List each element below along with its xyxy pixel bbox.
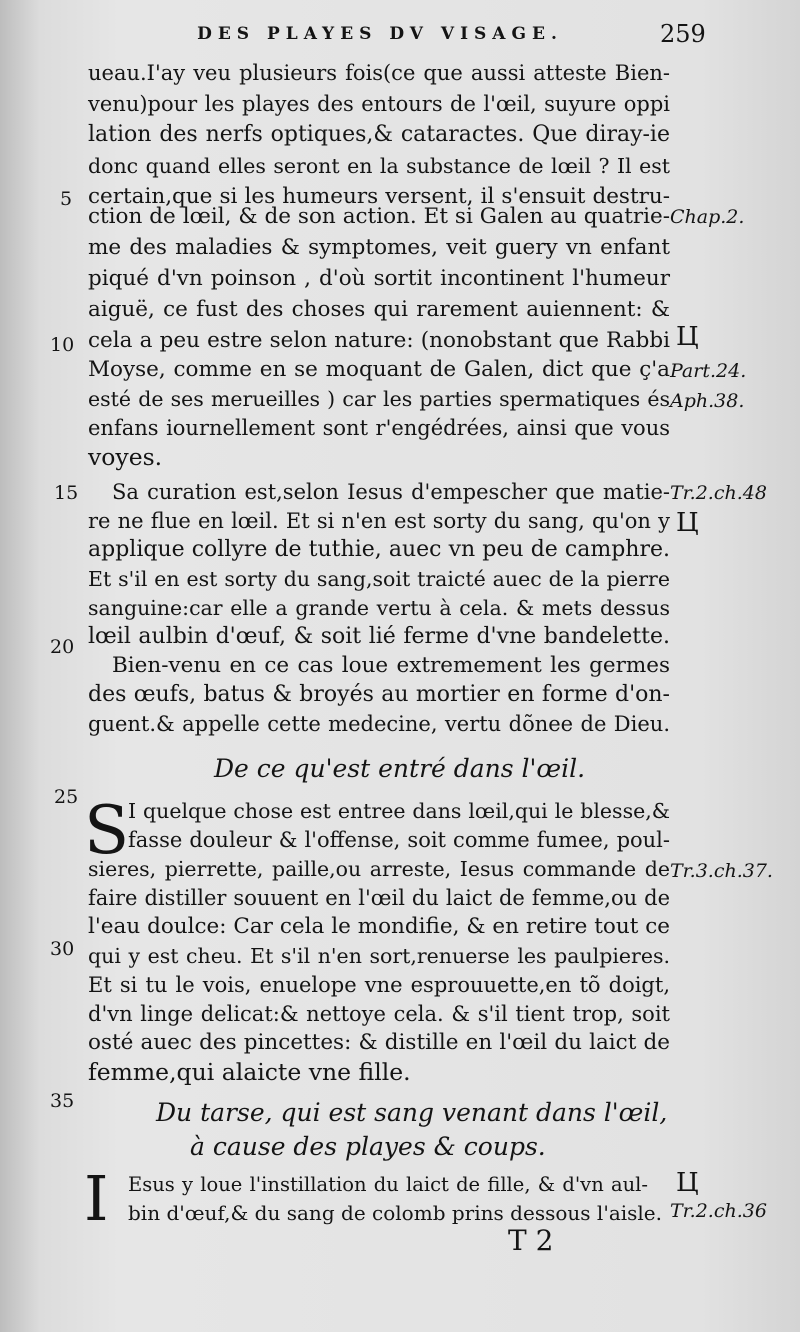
text-line: l'eau doulce: Car cela le mondifie, & en retire tout ce <box>88 914 670 939</box>
text-line: esté de ses merueilles ) car les parties spermatiques és <box>88 387 670 411</box>
text-line: osté auec des pincettes: & distille en l'œil du laict de <box>88 1030 670 1055</box>
section-heading: Du tarse, qui est sang venant dans l'œil, <box>156 1098 668 1127</box>
text-line: bin d'œuf,& du sang de colomb prins dessous l'aisle. <box>128 1201 662 1225</box>
text-line: Esus y loue l'instillation du laict de fille, & d'vn aul- <box>128 1173 648 1196</box>
running-title: DES PLAYES DV VISAGE. <box>197 24 563 44</box>
text-line: Et si tu le vois, enuelope vne esprouuette,en tõ doigt, <box>88 973 670 997</box>
text-line: lation des nerfs optiques,& cataractes. Que diray-ie <box>88 122 670 147</box>
line-number: 15 <box>54 482 79 504</box>
marginal-mark: Ц <box>676 322 699 352</box>
text-line: venu)pour les playes des entours de l'œil, suyure oppi <box>88 92 670 116</box>
section-heading: De ce qu'est entré dans l'œil. <box>214 754 586 783</box>
line-number: 5 <box>60 188 73 210</box>
line-number: 30 <box>50 938 75 960</box>
text-line: ueau.I'ay veu plusieurs fois(ce que aussi atteste Bien- <box>88 61 670 85</box>
marginal-note: Tr.2.ch.36 <box>670 1200 767 1222</box>
marginal-mark: Ц <box>676 508 699 538</box>
marginal-note: Part.24. <box>670 360 747 382</box>
drop-cap: I <box>84 1162 109 1235</box>
marginal-note: Tr.2.ch.48 <box>670 482 767 504</box>
text-line: femme,qui alaicte vne fille. <box>88 1058 411 1086</box>
text-line: aiguë, ce fust des choses qui rarement auiennent: & <box>88 297 670 322</box>
text-line: Bien-venu en ce cas loue extremement les germes <box>112 653 670 678</box>
text-line: qui y est cheu. Et s'il n'en sort,renuerse les paulpieres. <box>88 944 670 968</box>
marginal-note: Tr.3.ch.37. <box>670 860 773 882</box>
text-line: voyes. <box>88 443 163 471</box>
line-number: 25 <box>54 786 79 808</box>
text-line: applique collyre de tuthie, auec vn peu de camphre. <box>88 537 670 562</box>
marginal-mark: Ц <box>676 1168 699 1198</box>
text-line: faire distiller souuent en l'œil du laict de femme,ou de <box>88 886 670 910</box>
line-number: 35 <box>50 1090 75 1112</box>
text-line: lœil aulbin d'œuf, & soit lié ferme d'vne bandelette. <box>88 624 670 649</box>
text-line: des œufs, batus & broyés au mortier en forme d'on- <box>88 682 670 707</box>
text-line: I quelque chose est entree dans lœil,qui le blesse,& <box>128 799 670 823</box>
text-line: Sa curation est,selon Iesus d'empescher que matie- <box>112 480 670 504</box>
text-line: sieres, pierrette, paille,ou arreste, Iesus commande de <box>88 857 670 881</box>
marginal-note: Aph.38. <box>670 390 745 412</box>
text-line: guent.& appelle cette medecine, vertu dõnee de Dieu. <box>88 712 670 736</box>
text-line: cela a peu estre selon nature: (nonobstant que Rabbi <box>88 328 670 353</box>
line-number: 10 <box>50 334 75 356</box>
text-line: ction de lœil, & de son action. Et si Galen au quatrie- <box>88 204 670 229</box>
text-line: donc quand elles seront en la substance de lœil ? Il est <box>88 154 670 178</box>
signature-mark: T 2 <box>508 1224 554 1257</box>
text-line: enfans iournellement sont r'engédrées, ainsi que vous <box>88 416 670 440</box>
text-line: re ne flue en lœil. Et si n'en est sorty du sang, qu'on y <box>88 509 670 533</box>
text-line: certain,que si les humeurs versent, il s'ensuit destru- <box>88 184 670 209</box>
text-line: piqué d'vn poinson , d'où sortit incontinent l'humeur <box>88 266 670 291</box>
page-number: 259 <box>660 20 706 48</box>
text-line: Et s'il en est sorty du sang,soit traicté auec de la pierre <box>88 567 670 591</box>
text-line: me des maladies & symptomes, veit guery vn enfant <box>88 235 670 260</box>
drop-cap: S <box>84 792 130 869</box>
line-number: 20 <box>50 636 75 658</box>
marginal-note: Chap.2. <box>670 206 745 228</box>
text-line: d'vn linge delicat:& nettoye cela. & s'il tient trop, soit <box>88 1002 670 1026</box>
text-line: sanguine:car elle a grande vertu à cela. & mets dessus <box>88 596 670 620</box>
section-heading: à cause des playes & coups. <box>190 1132 546 1161</box>
text-line: fasse douleur & l'offense, soit comme fumee, poul- <box>128 828 670 852</box>
text-line: Moyse, comme en se moquant de Galen, dict que ç'a <box>88 357 670 382</box>
